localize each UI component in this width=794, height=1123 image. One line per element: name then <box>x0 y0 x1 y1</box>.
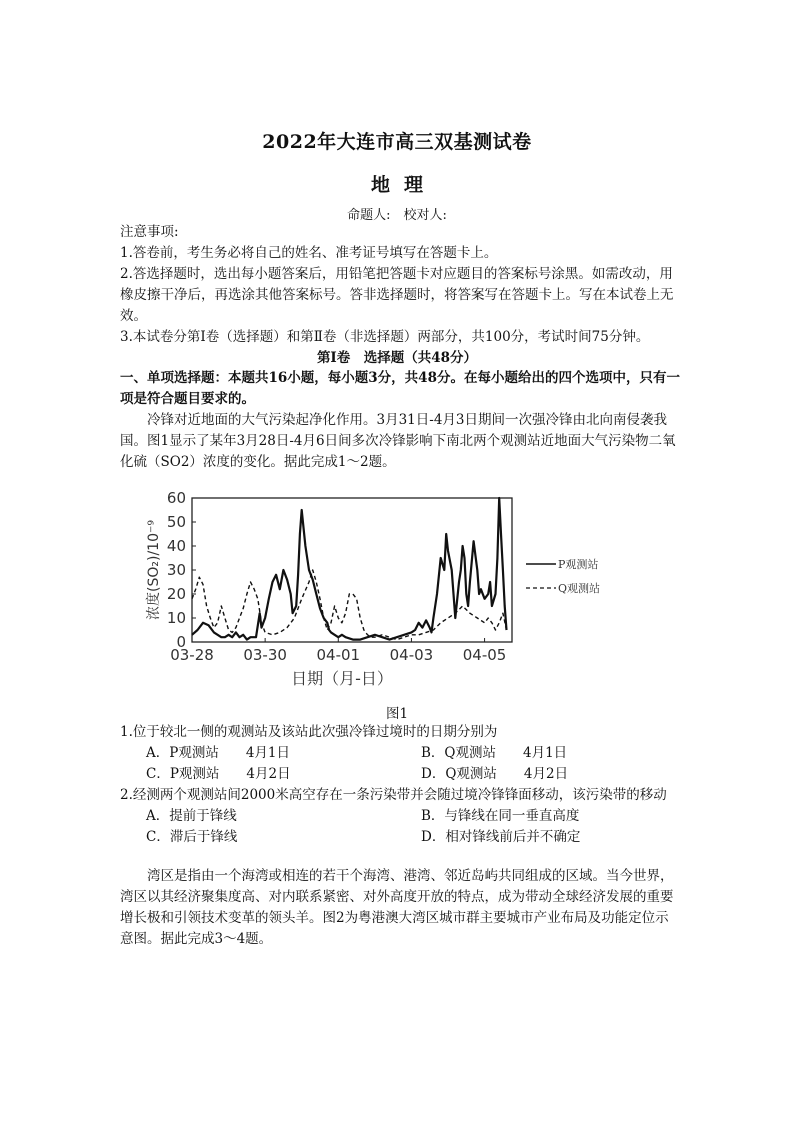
x-tick-label: 03-30 <box>243 646 287 664</box>
question-2-options-row-2 <box>120 827 682 848</box>
notice-item: 1.答卷前，考生务必将自己的姓名、准考证号填写在答题卡上。 <box>120 245 498 261</box>
y-tick-label: 0 <box>176 633 186 651</box>
figure-caption: 图1 <box>385 706 409 722</box>
legend-label: P观测站 <box>558 558 599 571</box>
question-block <box>120 722 682 848</box>
subject-title: 地理 <box>370 174 437 196</box>
authors-line: 命题人: 校对人: <box>347 208 447 223</box>
notice-heading: 注意事项: <box>120 224 179 240</box>
question-2-stem: 2.经测两个观测站间2000米高空存在一条污染带并会随过境冷锋锋面移动，该污染带的移动 <box>120 787 667 803</box>
y-tick-label: 30 <box>166 561 186 579</box>
option-d[interactable]: D．相对锋线前后并不确定 <box>421 829 581 845</box>
x-tick-label: 04-05 <box>462 646 507 664</box>
x-tick-label: 03-28 <box>170 646 214 664</box>
option-b[interactable]: B．Q观测站 4月1日 <box>421 745 568 761</box>
option-a[interactable]: A．提前于锋线 <box>146 808 237 824</box>
exam-title: 2022年大连市高三双基测试卷 <box>262 131 532 153</box>
figure-1 <box>140 486 620 696</box>
section-instruction: 一、单项选择题：本题共16小题，每小题3分，共48分。在每小题给出的四个选项中，只有一项是符合题目要求的。 <box>120 370 680 407</box>
question-1-options-row-2 <box>120 764 682 785</box>
x-tick-label: 04-03 <box>389 646 434 664</box>
option-b[interactable]: B．与锋线在同一垂直高度 <box>421 808 580 824</box>
x-axis-label: 日期（月-日） <box>291 669 393 688</box>
option-d[interactable]: D．Q观测站 4月2日 <box>421 766 569 782</box>
notice-item: 3.本试卷分第Ⅰ卷（选择题）和第Ⅱ卷（非选择题）两部分，共100分，考试时间75分钟。 <box>120 329 650 345</box>
option-a[interactable]: A．P观测站 4月1日 <box>146 745 291 761</box>
question-2-options-row-1 <box>120 806 682 827</box>
y-tick-label: 20 <box>166 585 186 603</box>
section-title: 第Ⅰ卷 选择题（共48分） <box>316 350 478 366</box>
y-tick-label: 50 <box>166 513 186 531</box>
y-axis-label: 浓度(SO₂)/10⁻⁹ <box>146 520 162 620</box>
notice-block <box>120 222 682 348</box>
y-tick-label: 60 <box>166 489 186 507</box>
series-line-p <box>192 498 507 640</box>
option-c[interactable]: C．P观测站 4月2日 <box>146 766 291 782</box>
question-1-options-row-1 <box>120 743 682 764</box>
y-tick-label: 10 <box>166 609 186 627</box>
legend-label: Q观测站 <box>558 582 601 595</box>
passage-intro-1: 冷锋对近地面的大气污染起净化作用。3月31日-4月3日期间一次强冷锋由北向南侵袭我国。图1显示了某年3月28日-4月6日间多次冷锋影响下南北两个观测站近地面大气污染物二氧化硫（SO2）浓度的变化。据此完成1～2题。 <box>120 412 676 470</box>
passage-intro-2: 湾区是指由一个海湾或相连的若干个海湾、港湾、邻近岛屿共同组成的区域。当今世界，湾区以其经济聚集度高、对内联系紧密、对外高度开放的特点，成为带动全球经济发展的重要增长极和引领技术变革的领头羊。图2为粤港澳大湾区城市群主要城市产业布局及功能定位示意图。据此完成3～4题。 <box>120 868 674 947</box>
option-c[interactable]: C．滞后于锋线 <box>146 829 238 845</box>
question-1-stem: 1.位于较北一侧的观测站及该站此次强冷锋过境时的日期分别为 <box>120 724 498 740</box>
x-tick-label: 04-01 <box>316 646 361 664</box>
so2-chart <box>140 486 620 696</box>
notice-item: 2.答选择题时，选出每小题答案后，用铅笔把答题卡对应题目的答案标号涂黑。如需改动，用橡皮擦干净后，再选涂其他答案标号。答非选择题时，将答案写在答题卡上。写在本试卷上无效。 <box>120 266 674 324</box>
y-tick-label: 40 <box>166 537 186 555</box>
